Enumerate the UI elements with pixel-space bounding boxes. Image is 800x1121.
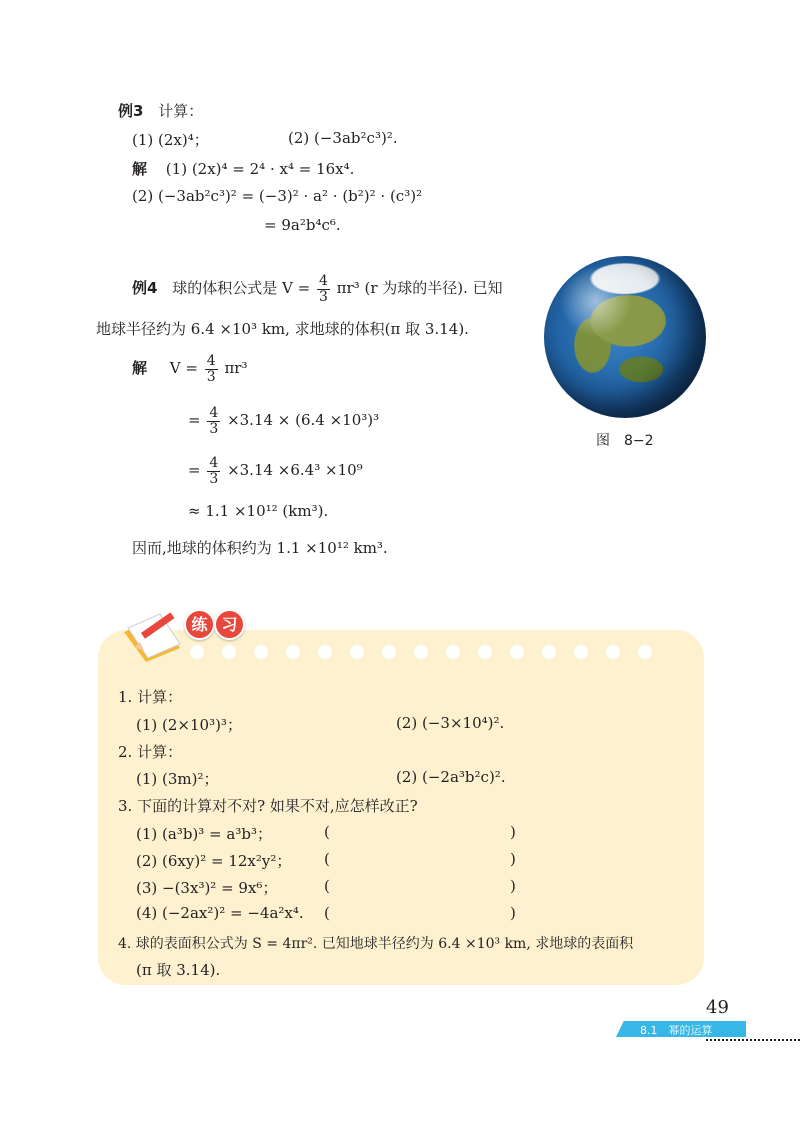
answer-paren-close: )	[510, 904, 516, 922]
fraction-denominator: 3	[318, 288, 328, 305]
answer-paren-close: )	[510, 850, 516, 868]
example-3-part-1: (1) (2x)⁴；	[132, 131, 209, 149]
fraction-numerator: 4	[206, 352, 216, 369]
example-4-text-a: 球的体积公式是 V =	[172, 279, 311, 297]
dot	[382, 645, 396, 659]
dot	[350, 645, 364, 659]
fraction-denominator: 3	[209, 470, 219, 487]
answer-paren-close: )	[510, 823, 516, 841]
dot	[542, 645, 556, 659]
answer-paren-open: (	[324, 823, 330, 841]
practice-badge-lian: 练	[184, 609, 215, 640]
solution-text: πr³	[224, 359, 248, 377]
fraction-4-3	[317, 274, 330, 304]
practice-q4-line-2: (π 取 3.14).	[136, 961, 221, 979]
practice-q3-part-1: (1) (a³b)³ = a³b³；	[136, 825, 272, 843]
notebook-pencil-icon	[118, 604, 190, 666]
practice-q1-part-2: (2) (−3×10⁴)².	[396, 714, 505, 732]
solution-text: ×3.14 × (6.4 ×10³)³	[227, 411, 380, 429]
example-4-line-2: 地球半径约为 6.4 ×10³ km, 求地球的体积(π 取 3.14).	[96, 320, 469, 338]
example-4-solution-4: ≈ 1.1 ×10¹² (km³).	[188, 502, 329, 520]
dot	[510, 645, 524, 659]
answer-paren-open: (	[324, 904, 330, 922]
dot	[190, 645, 204, 659]
practice-q3-part-2: (2) (6xy)² = 12x²y²；	[136, 852, 292, 870]
solution-label: 解	[132, 160, 148, 178]
answer-paren-close: )	[510, 877, 516, 895]
answer-paren-open: (	[324, 850, 330, 868]
footer-dotted-rule	[706, 1039, 800, 1041]
dot	[318, 645, 332, 659]
example-4-solution-2	[188, 402, 379, 438]
fraction-numerator: 4	[318, 272, 328, 289]
example-4-text-b: πr³ (r 为球的半径). 已知	[336, 279, 503, 297]
fraction-denominator: 3	[206, 368, 216, 385]
practice-q4-line-1: 4. 球的表面积公式为 S = 4πr². 已知地球半径约为 6.4 ×10³ km, 求地球的表面积	[118, 936, 634, 952]
practice-q2: 2. 计算：	[118, 743, 183, 761]
practice-q3-part-4: (4) (−2ax²)² = −4a²x⁴.	[136, 904, 304, 922]
answer-paren-open: (	[324, 877, 330, 895]
example-3-solution-2: (2) (−3ab²c³)² = (−3)² · a² · (b²)² · (c³)²	[132, 187, 423, 205]
fraction-4-3	[207, 406, 220, 436]
example-3-label: 例3	[118, 102, 144, 120]
earth-globe-image	[544, 256, 706, 418]
solution-line: (1) (2x)⁴ = 2⁴ · x⁴ = 16x⁴.	[165, 160, 355, 178]
dot	[478, 645, 492, 659]
figure-caption: 图 8−2	[596, 433, 654, 449]
practice-q2-part-2: (2) (−2a³b²c)².	[396, 768, 506, 786]
practice-badge-xi: 习	[214, 609, 245, 640]
example-4-line-1	[132, 270, 503, 306]
fraction-numerator: 4	[209, 454, 219, 471]
dot	[414, 645, 428, 659]
practice-q1: 1. 计算：	[118, 688, 183, 706]
fraction-4-3	[205, 354, 218, 384]
practice-q3-part-3: (3) −(3x³)² = 9x⁶；	[136, 879, 278, 897]
practice-q1-part-1: (1) (2×10³)³；	[136, 716, 242, 734]
example-3-solution-1	[132, 158, 354, 179]
practice-q2-part-1: (1) (3m)²；	[136, 770, 219, 788]
example-3-task: 计算：	[158, 102, 204, 120]
example-4-solution-1	[132, 350, 248, 386]
practice-q3: 3. 下面的计算对不对? 如果不对,应怎样改正?	[118, 797, 418, 815]
solution-text: ×3.14 ×6.4³ ×10⁹	[227, 461, 363, 479]
page-number: 49	[706, 997, 729, 1018]
fraction-denominator: 3	[209, 420, 219, 437]
solution-text: =	[188, 461, 201, 479]
solution-text: =	[188, 411, 201, 429]
dot	[606, 645, 620, 659]
dot	[254, 645, 268, 659]
example-3-part-2: (2) (−3ab²c³)².	[288, 129, 398, 147]
dot	[222, 645, 236, 659]
example-3-title	[118, 100, 203, 121]
example-3-solution-3: = 9a²b⁴c⁶.	[264, 216, 341, 234]
solution-text: V =	[169, 359, 198, 377]
example-4-conclusion: 因而,地球的体积约为 1.1 ×10¹² km³.	[132, 539, 388, 557]
dot	[446, 645, 460, 659]
dot	[286, 645, 300, 659]
example-4-label: 例4	[132, 279, 158, 297]
example-4-solution-3	[188, 452, 363, 488]
solution-label: 解	[132, 359, 148, 377]
dot	[574, 645, 588, 659]
fraction-4-3	[207, 456, 220, 486]
fraction-numerator: 4	[209, 404, 219, 421]
dot	[638, 645, 652, 659]
section-title: 8.1 幂的运算	[640, 1024, 713, 1037]
